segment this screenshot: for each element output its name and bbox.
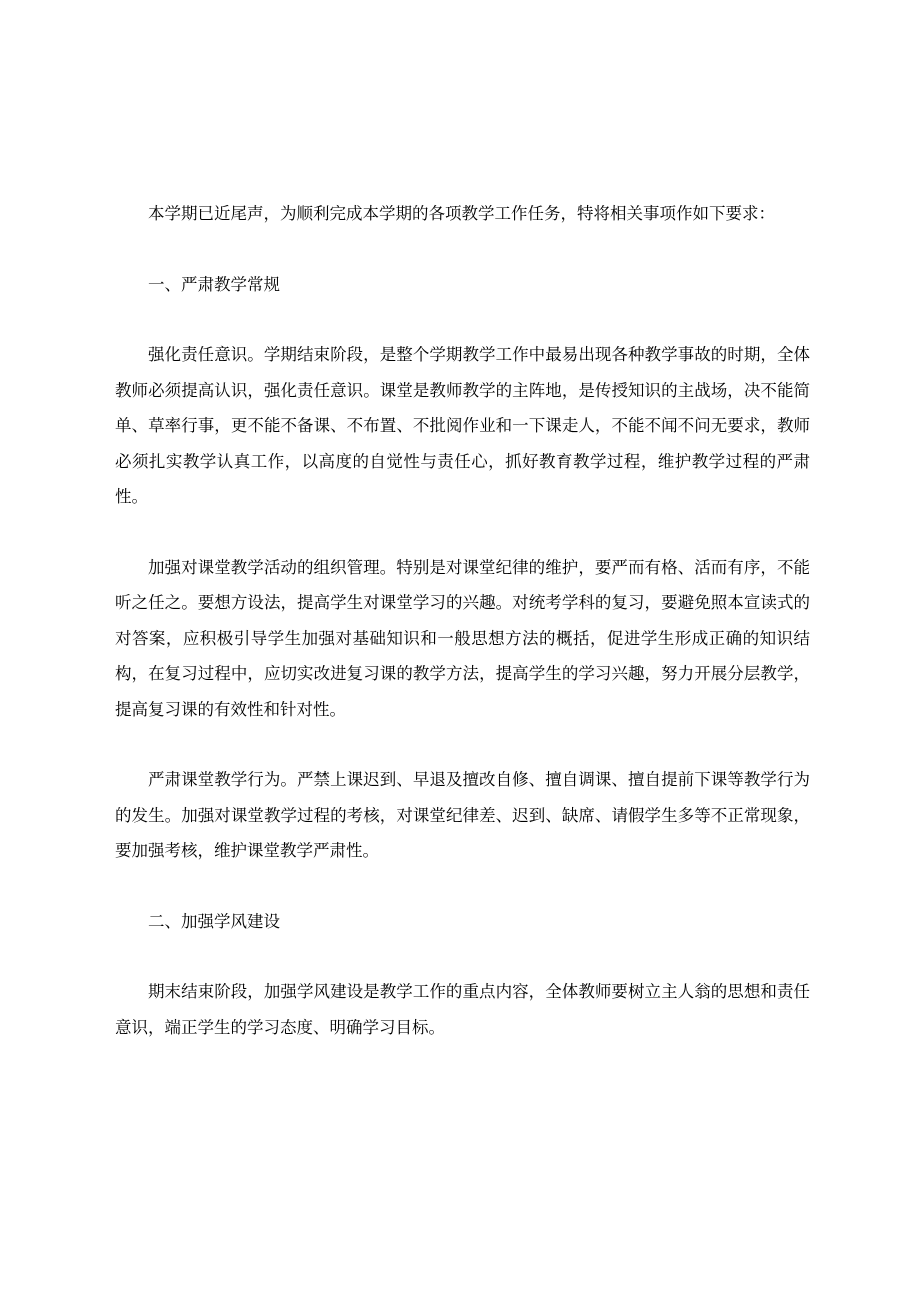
document-body	[115, 196, 810, 1045]
section-heading: 二、加强学风建设	[148, 911, 280, 931]
body-paragraph: 严肃课堂教学行为。严禁上课迟到、早退及擅改自修、擅自调课、擅自提前下课等教学行为的发生。加强对课堂教学过程的考核，对课堂纪律差、迟到、缺席、请假学生多等不正常现象，要加强考核，维护课堂教学严肃性。	[115, 770, 810, 860]
body-paragraph: 强化责任意识。学期结束阶段，是整个学期教学工作中最易出现各种教学事故的时期，全体教师必须提高认识，强化责任意识。课堂是教师教学的主阵地，是传授知识的主战场，决不能简单、草率行事，更不能不备课、不布置、不批阅作业和一下课走人，不能不闻不问无要求，教师必须扎实教学认真工作，以高度的自觉性与责任心，抓好教育教学过程，维护教学过程的严肃性。	[115, 345, 810, 506]
section-1	[115, 267, 810, 869]
body-paragraph: 加强对课堂教学活动的组织管理。特别是对课堂纪律的维护，要严而有格、活而有序，不能听之任之。要想方设法，提高学生对课堂学习的兴趣。对统考学科的复习，要避免照本宣读式的对答案，应积极引导学生加强对基础知识和一般思想方法的概括，促进学生形成正确的知识结构，在复习过程中，应切实改进复习课的教学方法，提高学生的学习兴趣，努力开展分层教学，提高复习课的有效性和针对性。	[115, 557, 810, 719]
section-2	[115, 904, 810, 1046]
section-heading: 一、严肃教学常规	[148, 274, 280, 294]
intro-paragraph: 本学期已近尾声，为顺利完成本学期的各项教学工作任务，特将相关事项作如下要求：	[148, 204, 775, 223]
body-paragraph: 期末结束阶段，加强学风建设是教学工作的重点内容，全体教师要树立主人翁的思想和责任意识，端正学生的学习态度、明确学习目标。	[115, 982, 810, 1037]
